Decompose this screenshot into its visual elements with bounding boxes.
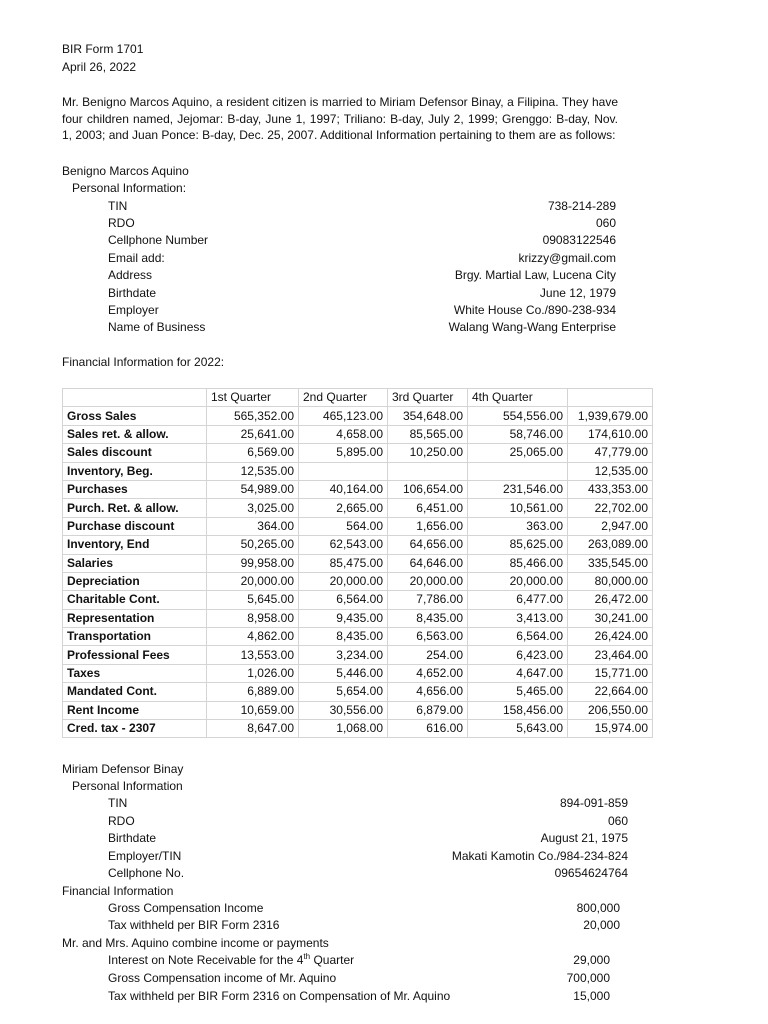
table-row: [63, 628, 653, 646]
cell-value: 4,652.00: [388, 664, 468, 682]
row-label: Taxes: [63, 664, 207, 682]
cell-value: 15,771.00: [568, 664, 653, 682]
table-header-row: [63, 389, 653, 407]
cell-value: 85,565.00: [388, 425, 468, 443]
cell-value: 8,435.00: [388, 609, 468, 627]
cell-value: 80,000.00: [568, 572, 653, 590]
cell-value: 364.00: [207, 517, 299, 535]
field-label: RDO: [108, 216, 135, 230]
row-label: Mandated Cont.: [63, 683, 207, 701]
row-label: Purchase discount: [63, 517, 207, 535]
cell-value: 354,648.00: [388, 407, 468, 425]
cell-value: 8,958.00: [207, 609, 299, 627]
benigno-section-title: Personal Information:: [72, 181, 187, 195]
field-value: 738-214-289: [547, 199, 616, 213]
field-label: Cellphone No.: [108, 866, 185, 880]
field-label: Employer/TIN: [108, 849, 182, 863]
table-row: [63, 683, 653, 701]
row-label: Inventory, Beg.: [63, 462, 207, 480]
table-header-cell: 2nd Quarter: [299, 389, 388, 407]
cell-value: 6,569.00: [207, 444, 299, 462]
table-header-cell: 4th Quarter: [468, 389, 568, 407]
row-label: Cred. tax - 2307: [63, 720, 207, 738]
combined-label: Tax withheld per BIR Form 2316 on Compensation of Mr. Aquino: [108, 989, 451, 1003]
table-row: [63, 554, 653, 572]
row-label: Purchases: [63, 480, 207, 498]
table-row: [63, 591, 653, 609]
field-label: Name of Business: [108, 320, 206, 334]
cell-value: 6,879.00: [388, 701, 468, 719]
combined-value: 29,000: [573, 953, 610, 967]
cell-value: 9,435.00: [299, 609, 388, 627]
cell-value: 554,556.00: [468, 407, 568, 425]
field-label: RDO: [108, 814, 135, 828]
cell-value: 158,456.00: [468, 701, 568, 719]
cell-value: 564.00: [299, 517, 388, 535]
cell-value: [468, 462, 568, 480]
cell-value: [299, 462, 388, 480]
cell-value: 20,000.00: [207, 572, 299, 590]
cell-value: 62,543.00: [299, 536, 388, 554]
cell-value: 13,553.00: [207, 646, 299, 664]
cell-value: 8,647.00: [207, 720, 299, 738]
cell-value: 254.00: [388, 646, 468, 664]
table-row: [63, 480, 653, 498]
cell-value: 263,089.00: [568, 536, 653, 554]
document-date: April 26, 2022: [62, 60, 137, 74]
cell-value: 1,068.00: [299, 720, 388, 738]
row-label: Transportation: [63, 628, 207, 646]
table-row: [63, 407, 653, 425]
cell-value: 7,786.00: [388, 591, 468, 609]
row-label: Representation: [63, 609, 207, 627]
cell-value: 50,265.00: [207, 536, 299, 554]
cell-value: 85,625.00: [468, 536, 568, 554]
row-label: Sales discount: [63, 444, 207, 462]
table-row: [63, 701, 653, 719]
field-value: 894-091-859: [559, 796, 628, 810]
table-row: [63, 499, 653, 517]
cell-value: 23,464.00: [568, 646, 653, 664]
cell-value: 3,025.00: [207, 499, 299, 517]
cell-value: 335,545.00: [568, 554, 653, 572]
cell-value: 20,000.00: [299, 572, 388, 590]
cell-value: 1,939,679.00: [568, 407, 653, 425]
financial-table: [62, 388, 653, 738]
table-header-cell: 1st Quarter: [207, 389, 299, 407]
field-label: Address: [108, 268, 153, 282]
field-value: Walang Wang-Wang Enterprise: [448, 320, 616, 334]
table-header-cell: 3rd Quarter: [388, 389, 468, 407]
cell-value: 4,647.00: [468, 664, 568, 682]
cell-value: 5,654.00: [299, 683, 388, 701]
intro-paragraph: Mr. Benigno Marcos Aquino, a resident citizen is married to Miriam Defensor Binay, a Filipina. They have four children named, Jejomar: B-day, June 1, 1997; Triliano: B-day, July 2, 1999; Grenggo: B-day, Nov. 1, 2003; and Juan Ponce: B-day, Dec. 25, 2007. Additional Information pertaining to them are as follows:: [62, 95, 618, 142]
table-row: [63, 536, 653, 554]
cell-value: 12,535.00: [568, 462, 653, 480]
table-row: [63, 517, 653, 535]
cell-value: 85,475.00: [299, 554, 388, 572]
cell-value: 174,610.00: [568, 425, 653, 443]
miriam-section-title: Personal Information: [72, 779, 183, 793]
field-value: 060: [595, 216, 616, 230]
cell-value: 6,451.00: [388, 499, 468, 517]
cell-value: 58,746.00: [468, 425, 568, 443]
cell-value: 4,656.00: [388, 683, 468, 701]
cell-value: 2,947.00: [568, 517, 653, 535]
cell-value: 10,561.00: [468, 499, 568, 517]
table-row: [63, 425, 653, 443]
field-value: 060: [607, 814, 628, 828]
cell-value: 2,665.00: [299, 499, 388, 517]
table-header-cell: [63, 389, 207, 407]
fin-value: 800,000: [576, 901, 620, 915]
cell-value: 206,550.00: [568, 701, 653, 719]
financial-title: Financial Information for 2022:: [62, 355, 225, 369]
table-header-cell: [568, 389, 653, 407]
row-label: Sales ret. & allow.: [63, 425, 207, 443]
field-value: June 12, 1979: [539, 286, 616, 300]
row-label: Professional Fees: [63, 646, 207, 664]
cell-value: 6,477.00: [468, 591, 568, 609]
cell-value: 5,465.00: [468, 683, 568, 701]
cell-value: 565,352.00: [207, 407, 299, 425]
row-label: Gross Sales: [63, 407, 207, 425]
field-label: Email add:: [108, 251, 165, 265]
cell-value: 8,435.00: [299, 628, 388, 646]
cell-value: 4,658.00: [299, 425, 388, 443]
row-label: Rent Income: [63, 701, 207, 719]
cell-value: 5,643.00: [468, 720, 568, 738]
cell-value: 5,645.00: [207, 591, 299, 609]
combined-title: Mr. and Mrs. Aquino combine income or payments: [62, 936, 329, 950]
field-label: TIN: [108, 796, 128, 810]
table-row: [63, 572, 653, 590]
table-row: [63, 444, 653, 462]
cell-value: 5,446.00: [299, 664, 388, 682]
cell-value: 10,659.00: [207, 701, 299, 719]
field-value: White House Co./890-238-934: [453, 303, 616, 317]
cell-value: 26,424.00: [568, 628, 653, 646]
field-value: krizzy@gmail.com: [518, 251, 616, 265]
miriam-name: Miriam Defensor Binay: [62, 762, 184, 776]
cell-value: 85,466.00: [468, 554, 568, 572]
field-label: Birthdate: [108, 286, 157, 300]
cell-value: 26,472.00: [568, 591, 653, 609]
cell-value: 30,241.00: [568, 609, 653, 627]
cell-value: 1,656.00: [388, 517, 468, 535]
cell-value: 64,646.00: [388, 554, 468, 572]
cell-value: 20,000.00: [388, 572, 468, 590]
table-row: [63, 462, 653, 480]
cell-value: 30,556.00: [299, 701, 388, 719]
cell-value: 465,123.00: [299, 407, 388, 425]
cell-value: 1,026.00: [207, 664, 299, 682]
field-label: Cellphone Number: [108, 233, 209, 247]
cell-value: 433,353.00: [568, 480, 653, 498]
cell-value: 10,250.00: [388, 444, 468, 462]
cell-value: 106,654.00: [388, 480, 468, 498]
cell-value: 6,563.00: [388, 628, 468, 646]
fin-label: Gross Compensation Income: [108, 901, 264, 915]
field-label: Employer: [108, 303, 159, 317]
cell-value: 22,664.00: [568, 683, 653, 701]
cell-value: 12,535.00: [207, 462, 299, 480]
cell-value: 6,564.00: [468, 628, 568, 646]
row-label: Charitable Cont.: [63, 591, 207, 609]
cell-value: 99,958.00: [207, 554, 299, 572]
cell-value: 3,413.00: [468, 609, 568, 627]
field-value: Brgy. Martial Law, Lucena City: [454, 268, 616, 282]
field-label: Birthdate: [108, 831, 157, 845]
cell-value: 6,889.00: [207, 683, 299, 701]
cell-value: 231,546.00: [468, 480, 568, 498]
table-row: [63, 646, 653, 664]
cell-value: 363.00: [468, 517, 568, 535]
cell-value: 54,989.00: [207, 480, 299, 498]
row-label: Purch. Ret. & allow.: [63, 499, 207, 517]
field-value: 09654624764: [554, 866, 628, 880]
cell-value: 47,779.00: [568, 444, 653, 462]
cell-value: 15,974.00: [568, 720, 653, 738]
cell-value: 6,423.00: [468, 646, 568, 664]
table-row: [63, 720, 653, 738]
field-label: TIN: [108, 199, 128, 213]
cell-value: 6,564.00: [299, 591, 388, 609]
fin-value: 20,000: [583, 918, 620, 932]
row-label: Depreciation: [63, 572, 207, 590]
combined-label: Gross Compensation income of Mr. Aquino: [108, 971, 337, 985]
field-value: 09083122546: [542, 233, 616, 247]
combined-value: 15,000: [573, 989, 610, 1003]
cell-value: [388, 462, 468, 480]
cell-value: 20,000.00: [468, 572, 568, 590]
combined-value: 700,000: [566, 971, 610, 985]
fin-label: Tax withheld per BIR Form 2316: [108, 918, 280, 932]
cell-value: 616.00: [388, 720, 468, 738]
form-title: BIR Form 1701: [62, 42, 144, 56]
benigno-name: Benigno Marcos Aquino: [62, 164, 189, 178]
miriam-financial-title: Financial Information: [62, 884, 174, 898]
table-row: [63, 664, 653, 682]
cell-value: 5,895.00: [299, 444, 388, 462]
cell-value: 4,862.00: [207, 628, 299, 646]
combined-label: Interest on Note Receivable for the 4th Quarter: [108, 952, 355, 967]
cell-value: 3,234.00: [299, 646, 388, 664]
cell-value: 40,164.00: [299, 480, 388, 498]
field-value: Makati Kamotin Co./984-234-824: [451, 849, 628, 863]
cell-value: 25,065.00: [468, 444, 568, 462]
row-label: Inventory, End: [63, 536, 207, 554]
cell-value: 22,702.00: [568, 499, 653, 517]
table-row: [63, 609, 653, 627]
cell-value: 64,656.00: [388, 536, 468, 554]
row-label: Salaries: [63, 554, 207, 572]
field-value: August 21, 1975: [540, 831, 628, 845]
cell-value: 25,641.00: [207, 425, 299, 443]
